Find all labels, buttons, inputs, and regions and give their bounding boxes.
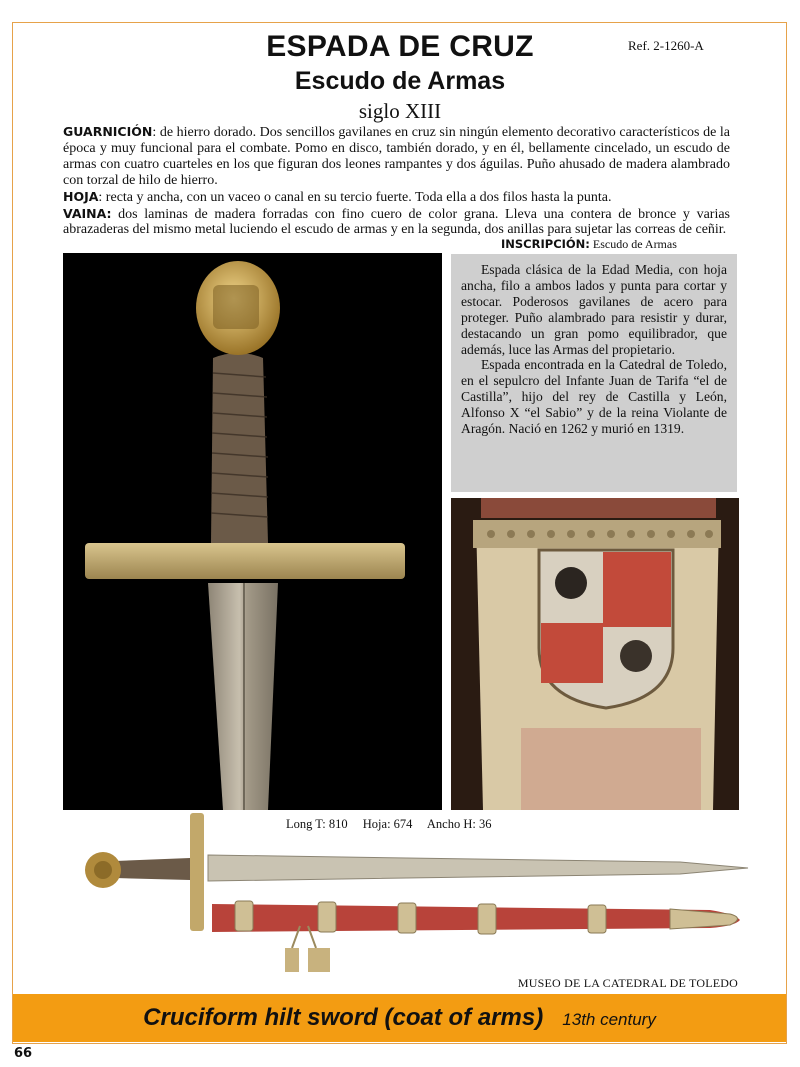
summary-paragraph-2: Espada encontrada en la Catedral de Toledo, en el sepulcro del Infante Juan de Tarifa “el de Castilla”, hijo del rey de Castilla y León, Alfonso X “el Sabio” y de la reina Violante de Aragón. Nació en 1262 y murió en 1319. xyxy=(461,357,727,437)
guarnicion-text: : de hierro dorado. Dos sencillos gavilanes en cruz sin ningún elemento decorativo característicos de la época y muy funcional para el combate. Pomo en disco, también dorado, y en él, bellamente cincelado, un escudo de armas con cuatro cuarteles en los que figuran dos leones rampantes y dos águilas. Puño ahusado de madera alambrado con torzal de hilo de hierro. xyxy=(63,125,730,188)
description-block xyxy=(63,124,730,238)
page-subtitle: Escudo de Armas xyxy=(294,67,506,95)
summary-paragraph-1: Espada clásica de la Edad Media, con hoja ancha, filo a ambos lados y punta para cortar y estocar. Poderosos gavilanes de acero para proteger. Puño alambrado para resistir y durar, destacando un gran pomo equilibrador, que además, luce las Armas del propietario. xyxy=(461,262,727,357)
vaina-text: dos laminas de madera forradas con fino cuero de color grana. Lleva una contera de bronce y varias abrazaderas del mismo metal luciendo el escudo de armas y en la segunda, dos anillas para sujetar las correas de ceñir. xyxy=(63,206,730,238)
century-label: siglo XIII xyxy=(358,99,442,123)
inscription-line xyxy=(501,237,677,252)
guarnicion-label: GUARNICIÓN xyxy=(63,124,153,139)
hilt-illustration xyxy=(63,253,442,810)
full-sword-photo xyxy=(80,808,750,983)
english-title: Cruciform hilt sword (coat of arms) xyxy=(143,1004,544,1031)
vaina-paragraph xyxy=(63,206,730,239)
scabbard-detail-photo xyxy=(451,498,739,810)
hoja-text: : recta y ancha, con un vaceo o canal en su tercio fuerte. Toda ella a dos filos hasta la punta. xyxy=(98,189,612,205)
museum-credit: MUSEO DE LA CATEDRAL DE TOLEDO xyxy=(517,976,738,990)
inscription-text: Escudo de Armas xyxy=(589,237,677,251)
hoja-paragraph xyxy=(63,189,730,206)
measure-width: Ancho H: 36 xyxy=(426,817,492,831)
guarnicion-paragraph xyxy=(63,124,730,189)
summary-box xyxy=(451,254,737,492)
page-number: 66 xyxy=(14,1046,33,1061)
inscription-label: INSCRIPCIÓN: xyxy=(501,237,590,251)
hoja-label: HOJA xyxy=(63,188,99,204)
sword-and-scabbard-illustration xyxy=(80,808,750,983)
page-title: ESPADA DE CRUZ xyxy=(266,30,534,63)
measure-length: Long T: 810 xyxy=(286,817,348,831)
vaina-label: VAINA: xyxy=(63,205,112,221)
reference-number: Ref. 2-1260-A xyxy=(628,38,704,53)
scabbard-coat-of-arms-illustration xyxy=(451,498,739,810)
english-title-banner xyxy=(13,994,786,1042)
english-century: 13th century xyxy=(562,1010,656,1029)
hilt-photo xyxy=(63,253,442,810)
measure-blade: Hoja: 674 xyxy=(362,817,413,831)
